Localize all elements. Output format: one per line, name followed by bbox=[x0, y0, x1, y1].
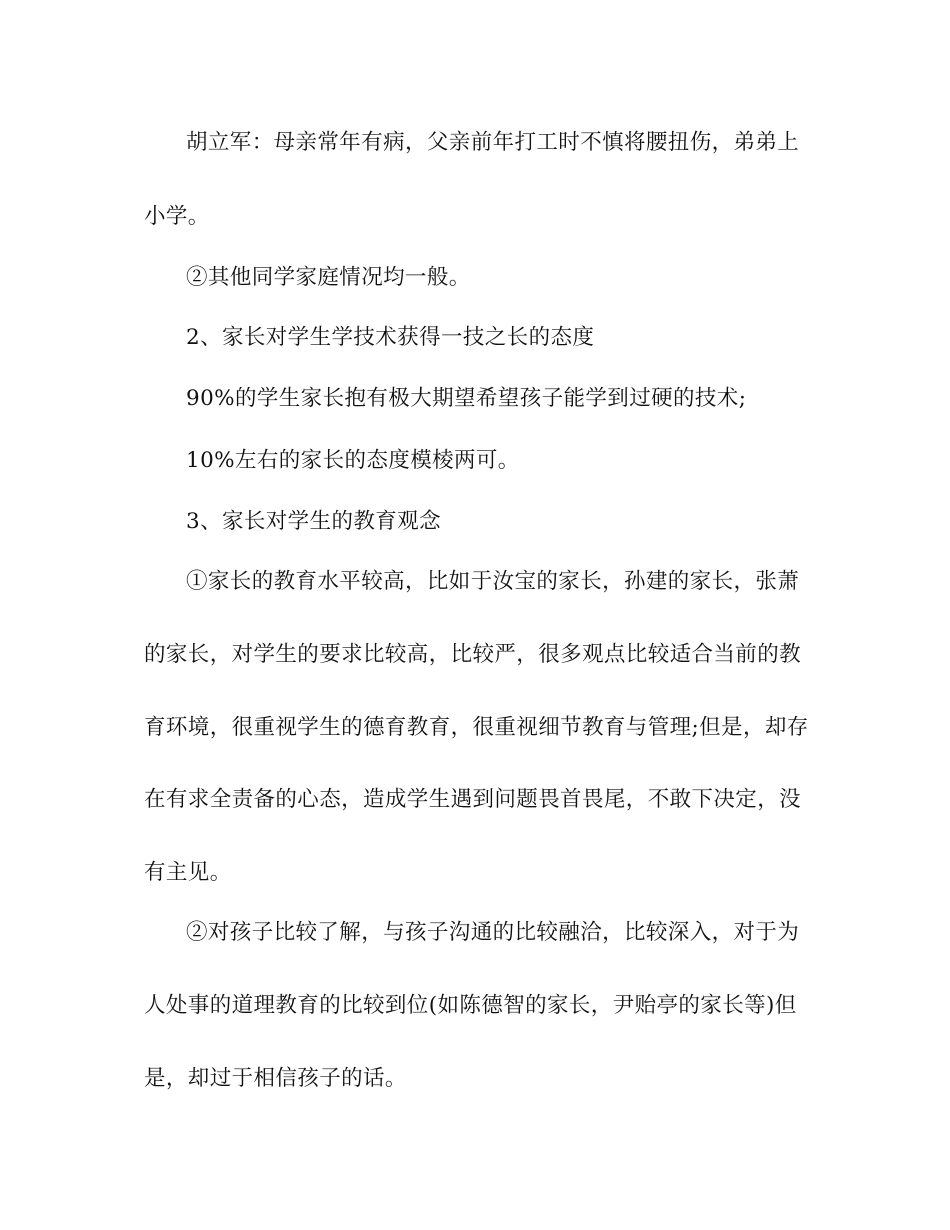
section-heading: 2、家长对学生学技术获得一技之长的态度 bbox=[186, 325, 595, 350]
text-line: 胡立军：母亲常年有病，父亲前年打工时不慎将腰扭伤，弟弟上 bbox=[186, 130, 800, 155]
text-line: 的家长，对学生的要求比较高，比较严，很多观点比较适合当前的教 bbox=[144, 642, 802, 667]
section-heading: 3、家长对学生的教育观念 bbox=[186, 509, 441, 534]
text-line: 10%左右的家长的态度模棱两可。 bbox=[186, 448, 520, 473]
text-line: 90%的学生家长抱有极大期望希望孩子能学到过硬的技术; bbox=[186, 386, 747, 411]
text-line: ②其他同学家庭情况均一般。 bbox=[186, 265, 471, 290]
text-line: 人处事的道理教育的比较到位(如陈德智的家长，尹贻亭的家长等)但 bbox=[144, 993, 797, 1018]
text-line: ①家长的教育水平较高，比如于汝宝的家长，孙建的家长，张萧 bbox=[186, 569, 800, 594]
text-line: 育环境，很重视学生的德育教育，很重视细节教育与管理;但是，却存 bbox=[144, 715, 809, 740]
text-line: 小学。 bbox=[144, 204, 210, 229]
text-line: 在有求全责备的心态，造成学生遇到问题畏首畏尾，不敢下决定，没 bbox=[144, 787, 802, 812]
text-line: ②对孩子比较了解，与孩子沟通的比较融洽，比较深入，对于为 bbox=[186, 920, 800, 945]
text-line: 是，却过于相信孩子的话。 bbox=[144, 1066, 407, 1091]
text-line: 有主见。 bbox=[144, 860, 232, 885]
